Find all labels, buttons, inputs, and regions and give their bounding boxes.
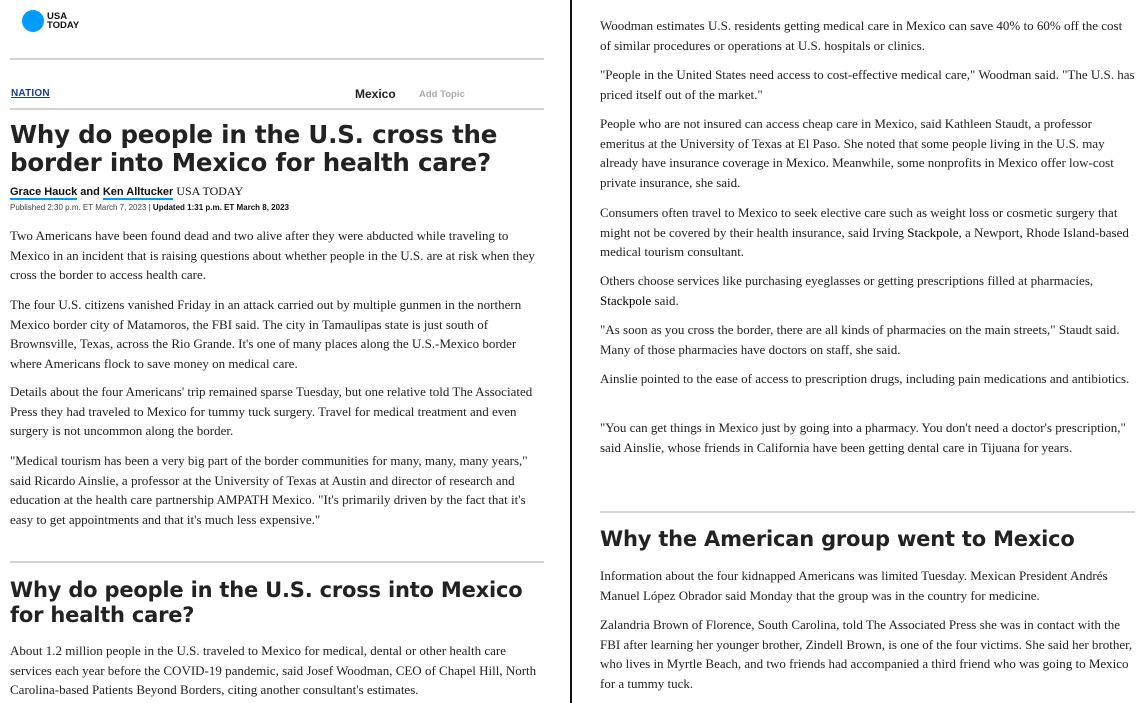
left-page xyxy=(0,0,548,703)
updated-date: Updated 1:31 p.m. ET March 8, 2023 xyxy=(152,203,289,212)
article-headline: Why do people in the U.S. cross the border into Mexico for health care? xyxy=(10,120,498,177)
byline xyxy=(10,184,243,199)
section-link-nation[interactable]: NATION xyxy=(11,88,50,99)
usa-today-logo[interactable] xyxy=(22,10,79,32)
header-rule xyxy=(10,58,544,60)
article-paragraph: Zalandria Brown of Florence, South Carolina, told The Associated Press she was in contact with the FBI after learning her younger brother, Zindell Brown, is one of the four victims. She said her brother, who lives in Myrtle Beach, and two friends had accompanied a third friend who was going to Mexico for a tummy tuck. xyxy=(600,617,1133,691)
subheading-why-cross: Why do people in the U.S. cross into Mexico for health care? xyxy=(10,578,523,627)
article-paragraph: Two Americans have been found dead and two alive after they were abducted while traveling to Mexico in an incident that is raising questions about whether people in the U.S. are at risk when they cross the border to access health care. xyxy=(10,228,535,282)
section-rule xyxy=(10,561,544,563)
article-paragraph: "You can get things in Mexico just by going into a pharmacy. You don't need a doctor's prescription," said Ainslie, whose friends in California have been getting dental care in Tijuana for years. xyxy=(600,420,1126,455)
article-paragraph: Consumers often travel to Mexico to seek elective care such as weight loss or cosmetic surgery that might not be covered by their health insurance, said Irving Stackpole, a Newport, Rhode Island-based medical tourism consultant. xyxy=(600,205,1129,259)
logo-circle-icon xyxy=(22,10,44,32)
article-paragraph: Ainslie pointed to the ease of access to prescription drugs, including pain medications and antibiotics. xyxy=(600,371,1130,386)
article-paragraph: "Medical tourism has been a very big part of the border communities for many, many, many years," said Ricardo Ainslie, a professor at the University of Texas at Austin and director of research and education at the health care partnership AMPATH Mexico. "It's primarily driven by the fact that it's easy to get appointments and that it's much less expensive." xyxy=(10,453,528,527)
article-paragraph: Information about the four kidnapped Americans was limited Tuesday. Mexican President Andrés Manuel López Obrador said Monday that the group was in the country for medicine. xyxy=(600,568,1108,603)
article-paragraph: Details about the four Americans' trip remained sparse Tuesday, but one relative told The Associated Press they had traveled to Mexico for tummy tuck surgery. Travel for medical treatment and even surgery is not uncommon along the border. xyxy=(10,384,533,438)
byline-and: and xyxy=(80,186,100,198)
article-paragraph: People who are not insured can access cheap care in Mexico, said Kathleen Staudt, a professor emeritus at the University of Texas at El Paso. She noted that some people living in the U.S. may already have insurance coverage in Mexico. Meanwhile, some nonprofits in Mexico offer low-cost private insurance, she said. xyxy=(600,116,1114,190)
name-stackpole: Stackpole xyxy=(600,292,652,308)
name-stackpole: Stackpole xyxy=(907,224,959,240)
published-date: Published 2:30 p.m. ET March 7, 2023 xyxy=(10,203,147,212)
section-rule xyxy=(600,511,1135,513)
nav-rule xyxy=(10,108,544,110)
logo-text: USA TODAY xyxy=(47,11,80,31)
publish-info xyxy=(10,203,289,212)
add-topic-button[interactable]: Add Topic xyxy=(419,89,465,100)
topic-mexico[interactable]: Mexico xyxy=(355,87,396,101)
article-paragraph: "As soon as you cross the border, there are all kinds of pharmacies on the main streets," Staudt said. Many of those pharmacies have doctors on staff, she said. xyxy=(600,322,1120,357)
article-paragraph: "People in the United States need access to cost-effective medical care," Woodman said. "The U.S. has priced itself out of the market." xyxy=(600,67,1135,102)
article-paragraph: Others choose services like purchasing eyeglasses or getting prescriptions filled at pharmacies, Stackpole said. xyxy=(600,273,1094,308)
author-link-grace-hauck[interactable]: Grace Hauck xyxy=(10,186,78,198)
article-paragraph: About 1.2 million people in the U.S. traveled to Mexico for medical, dental or other health care services each year before the COVID-19 pandemic, said Josef Woodman, CEO of Chapel Hill, North Carolina-based Patients Beyond Borders, citing another consultant's estimates. xyxy=(10,643,537,697)
byline-outlet: USA TODAY xyxy=(176,184,244,198)
article-paragraph: Woodman estimates U.S. residents getting medical care in Mexico can save 40% to 60% off the cost of similar procedures or operations at U.S. hospitals or clinics. xyxy=(600,18,1123,53)
author-link-ken-alltucker[interactable]: Ken Alltucker xyxy=(102,186,174,198)
article-paragraph: The four U.S. citizens vanished Friday in an attack carried out by multiple gunmen in the northern Mexico border city of Matamoros, the FBI said. The city in Tamaulipas state is just south of Brownsville, Texas, across the Rio Grande. It's one of many places along the U.S.-Mexico border where Americans flock to save money on medical care. xyxy=(10,297,522,371)
date-separator: | xyxy=(148,203,151,212)
topic-nav xyxy=(11,88,541,104)
subheading-why-group-went: Why the American group went to Mexico xyxy=(600,527,1075,551)
